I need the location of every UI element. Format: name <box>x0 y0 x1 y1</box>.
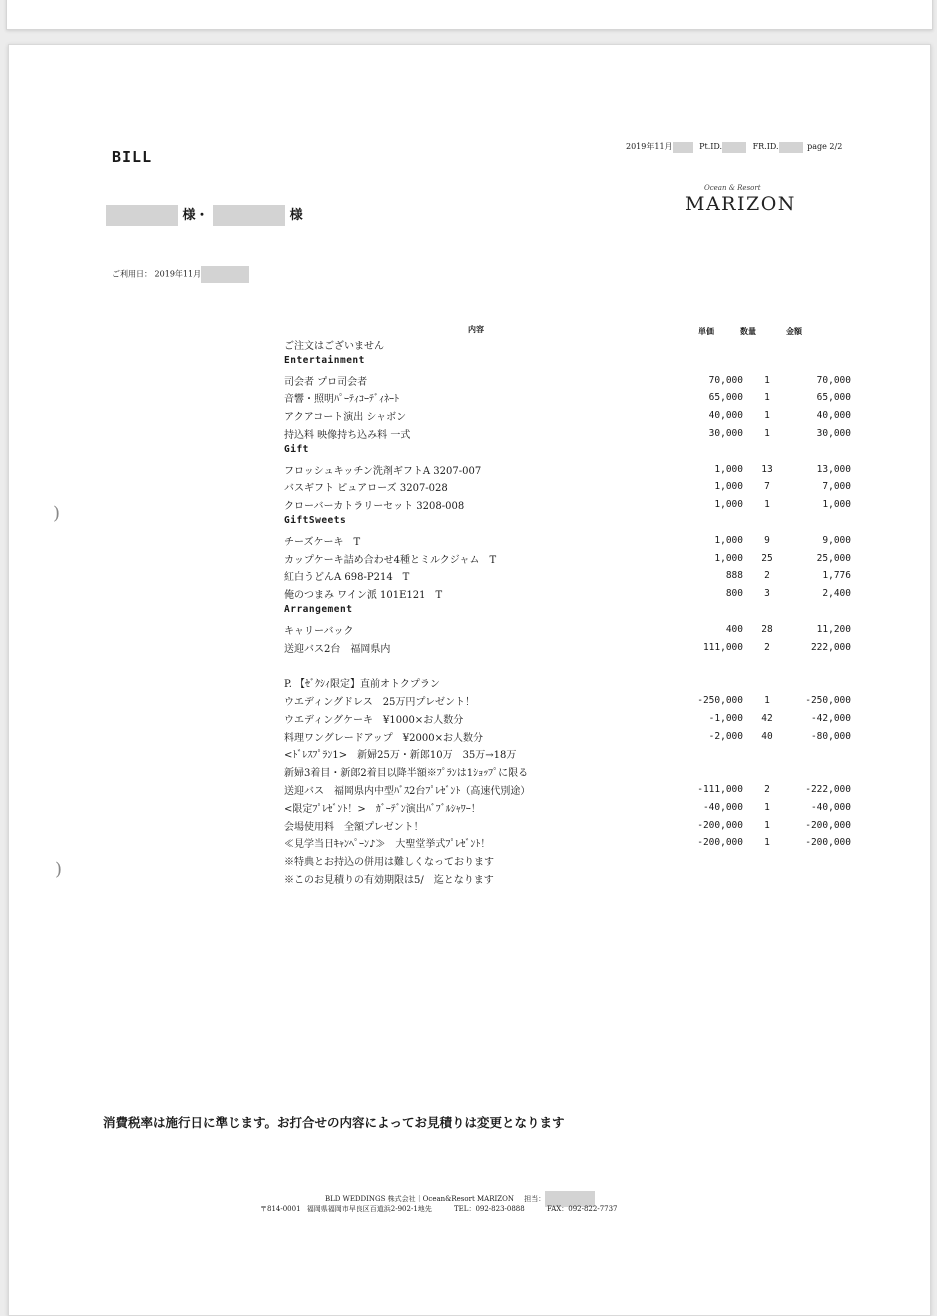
section-heading-row <box>284 515 854 532</box>
item-quantity: 2 <box>764 784 770 795</box>
item-unit-price: -200,000 <box>697 819 743 831</box>
item-description: GiftSweets <box>284 515 347 526</box>
line-item-row <box>284 729 854 746</box>
item-unit-price: -250,000 <box>697 695 743 706</box>
item-amount: -80,000 <box>810 730 851 742</box>
redacted-block <box>779 142 803 153</box>
item-description: ※このお見積りの有効期限は5/ 迄となります <box>284 875 494 886</box>
line-item-row <box>284 533 854 550</box>
item-quantity: 1 <box>764 428 770 439</box>
line-item-row <box>284 551 854 568</box>
line-item-row <box>284 871 854 888</box>
footer-address: 福岡県福岡市早良区百道浜2-902-1地先 <box>306 1205 432 1213</box>
item-amount: 7,000 <box>822 481 851 493</box>
item-description: 送迎バス2台 福岡県内 <box>284 643 391 655</box>
item-unit-price: 70,000 <box>708 374 743 386</box>
item-quantity: 28 <box>761 623 773 635</box>
line-item-row <box>284 818 854 835</box>
line-item-row <box>284 426 854 443</box>
previous-page-edge <box>6 0 933 30</box>
line-item-row <box>284 373 854 390</box>
footer-address-line <box>260 1204 618 1214</box>
item-description: P. 【ｾﾞｸｼｨ限定】直前オトクプラン <box>284 679 440 691</box>
section-heading-row <box>284 444 854 461</box>
item-unit-price: 1,000 <box>714 481 743 493</box>
item-quantity: 13 <box>761 463 773 475</box>
item-amount: 1,000 <box>822 499 851 511</box>
fr-id-label: FR.ID. <box>752 142 779 151</box>
item-description: ウエディングドレス 25万円プレゼント！ <box>284 697 476 708</box>
item-amount: -200,000 <box>805 819 851 831</box>
item-description: バスギフト ピュアローズ 3207-028 <box>284 483 448 495</box>
item-description: Arrangement <box>284 604 353 615</box>
item-quantity: 2 <box>764 641 770 653</box>
footer-staff-label: 担当： <box>524 1195 546 1203</box>
line-item-row <box>284 390 854 407</box>
line-item-row <box>284 800 854 817</box>
item-quantity: 25 <box>761 552 773 564</box>
item-quantity: 1 <box>764 837 770 849</box>
line-item-row <box>284 337 854 354</box>
item-description: ※特典とお持込の併用は難しくなっております <box>284 857 494 869</box>
item-description: 俺のつまみ ワイン派 101E121 T <box>284 590 443 602</box>
line-item-row <box>284 479 854 496</box>
customer-names <box>106 204 303 226</box>
item-amount: 65,000 <box>816 392 851 404</box>
redacted-block <box>673 142 693 153</box>
line-item-row <box>284 853 854 870</box>
tax-note: 消費税率は施行日に準じます。お打合せの内容によってお見積りは変更となります <box>103 1115 565 1130</box>
item-amount: -40,000 <box>810 801 851 813</box>
redacted-block <box>201 266 249 283</box>
item-quantity: 1 <box>764 499 770 511</box>
brand-logo: MARIZON <box>685 193 796 215</box>
item-quantity: 1 <box>764 410 770 422</box>
redacted-block <box>106 205 178 226</box>
item-amount: 11,200 <box>816 623 851 635</box>
item-unit-price: -40,000 <box>702 801 743 813</box>
item-description: 司会者 プロ司会者 <box>284 376 368 388</box>
line-item-row <box>284 586 854 603</box>
binder-hole-mark: ) <box>55 859 63 880</box>
header-date: 2019年11月 <box>626 142 673 151</box>
header-line <box>626 141 842 153</box>
redacted-block <box>213 205 285 226</box>
item-description: 会場使用料 全額プレゼント！ <box>284 821 424 833</box>
item-description: カップケーキ詰め合わせ4種とミルクジャム T <box>284 554 497 566</box>
item-amount: -222,000 <box>805 784 851 795</box>
usage-date <box>112 266 249 283</box>
item-description: ご注文はございません <box>284 341 384 352</box>
item-description: ≪見学当日ｷｬﾝﾍﾟｰﾝ♪≫ 大聖堂挙式ﾌﾟﾚｾﾞﾝﾄ！ <box>284 839 491 851</box>
item-quantity: 2 <box>764 570 770 582</box>
item-description: 新婦3着目・新郎2着目以降半額※ﾌﾟﾗﾝは1ｼｮｯﾌﾟに限る <box>284 768 529 780</box>
item-description: クローバーカトラリーセット 3208-008 <box>284 501 465 513</box>
item-description: <ﾄﾞﾚｽﾌﾟﾗﾝ1> 新婦25万・新郎10万 35万→18万 <box>284 750 517 762</box>
item-amount: 222,000 <box>810 641 851 653</box>
col-description-header: 内容 <box>468 324 484 334</box>
item-unit-price: 111,000 <box>702 641 743 653</box>
footer-fax: FAX：092-822-7737 <box>546 1205 618 1213</box>
item-description: 料理ワングレードアップ ¥2000×お人数分 <box>284 732 483 744</box>
item-amount: 1,776 <box>822 570 851 582</box>
customer-honorific-1: 様・ <box>182 208 209 223</box>
item-quantity: 1 <box>764 695 770 706</box>
item-amount: 25,000 <box>816 552 851 564</box>
item-description: フロッシュキッチン洗剤ギフトA 3207-007 <box>284 465 482 477</box>
item-description: Gift <box>284 443 309 455</box>
item-unit-price: 65,000 <box>708 392 743 404</box>
item-description: <限定ﾌﾟﾚｾﾞﾝﾄ！> ｶﾞｰﾃﾞﾝ演出ﾊﾞﾌﾞﾙｼｬﾜｰ！ <box>284 803 481 815</box>
section-heading-row <box>284 355 854 372</box>
col-unit-price-header: 単価 <box>698 326 714 336</box>
usage-date-value: 2019年11月 <box>154 269 202 279</box>
item-quantity: 40 <box>761 730 773 742</box>
item-description: 音響・照明ﾊﾟｰﾃｨｺｰﾃﾞｨﾈｰﾄ <box>284 394 399 406</box>
item-amount: 13,000 <box>816 463 851 475</box>
pt-id-label: Pt.ID. <box>699 142 723 151</box>
footer-postal: 〒814-0001 <box>260 1205 301 1213</box>
item-quantity: 9 <box>764 534 770 546</box>
page-number: page 2/2 <box>807 142 843 151</box>
bill-page <box>8 44 931 1316</box>
item-quantity: 1 <box>764 801 770 813</box>
item-unit-price: -2,000 <box>708 730 743 742</box>
item-unit-price: 800 <box>725 588 743 600</box>
item-amount: -200,000 <box>805 837 851 849</box>
item-amount: 70,000 <box>816 374 851 386</box>
footer-tel: TEL：092-823-0888 <box>454 1205 525 1213</box>
footer-company: BLD WEDDINGS 株式会社｜Ocean&Resort MARIZON <box>325 1195 514 1203</box>
binder-hole-mark: ) <box>53 503 61 524</box>
item-description: Entertainment <box>284 354 365 366</box>
item-description: キャリーバック <box>284 625 354 637</box>
item-quantity: 3 <box>764 588 770 600</box>
line-item-row <box>284 835 854 852</box>
line-item-row <box>284 462 854 479</box>
item-unit-price: -111,000 <box>697 784 743 795</box>
line-item-row <box>284 640 854 657</box>
redacted-block <box>722 142 746 153</box>
item-description: ウエディングケーキ ¥1000×お人数分 <box>284 714 464 726</box>
item-unit-price: 1,000 <box>714 463 743 475</box>
item-amount: 40,000 <box>816 410 851 422</box>
col-quantity-header: 数量 <box>740 326 756 336</box>
item-amount: -250,000 <box>805 695 851 706</box>
item-unit-price: -1,000 <box>708 712 743 724</box>
item-quantity: 1 <box>764 374 770 386</box>
line-item-row <box>284 711 854 728</box>
line-item-row <box>284 675 854 692</box>
item-unit-price: 1,000 <box>714 552 743 564</box>
item-unit-price: 40,000 <box>708 410 743 422</box>
col-amount-header: 金額 <box>786 326 802 336</box>
item-amount: 30,000 <box>816 428 851 439</box>
item-amount: 9,000 <box>822 534 851 546</box>
item-description: 送迎バス 福岡県内中型ﾊﾞｽ2台ﾌﾟﾚｾﾞﾝﾄ（高速代別途） <box>284 786 531 797</box>
item-unit-price: 1,000 <box>714 534 743 546</box>
line-item-row <box>284 693 854 710</box>
item-quantity: 1 <box>764 392 770 404</box>
item-description: 持込料 映像持ち込み料 一式 <box>284 430 411 441</box>
line-item-row <box>284 622 854 639</box>
item-unit-price: 30,000 <box>708 428 743 439</box>
section-heading-row <box>284 604 854 621</box>
item-quantity: 1 <box>764 819 770 831</box>
line-item-row <box>284 497 854 514</box>
item-unit-price: 400 <box>725 623 743 635</box>
line-item-row <box>284 746 854 763</box>
line-item-row <box>284 764 854 781</box>
line-item-row <box>284 782 854 799</box>
usage-date-label: ご利用日： <box>112 269 152 279</box>
item-quantity: 7 <box>764 481 770 493</box>
item-unit-price: 888 <box>725 570 743 582</box>
item-description: 紅白うどんA 698-P214 T <box>284 572 410 584</box>
item-amount: 2,400 <box>822 588 851 600</box>
item-description: チーズケーキ T <box>284 536 361 548</box>
customer-honorific-2: 様 <box>289 208 303 223</box>
document-title: BILL <box>112 148 153 166</box>
item-unit-price: 1,000 <box>714 499 743 511</box>
item-amount: -42,000 <box>810 712 851 724</box>
item-unit-price: -200,000 <box>697 837 743 849</box>
line-item-row <box>284 408 854 425</box>
item-quantity: 42 <box>761 712 773 724</box>
item-description: アクアコート演出 シャボン <box>284 412 407 424</box>
brand-subtitle: Ocean & Resort <box>704 184 761 192</box>
line-item-row <box>284 568 854 585</box>
